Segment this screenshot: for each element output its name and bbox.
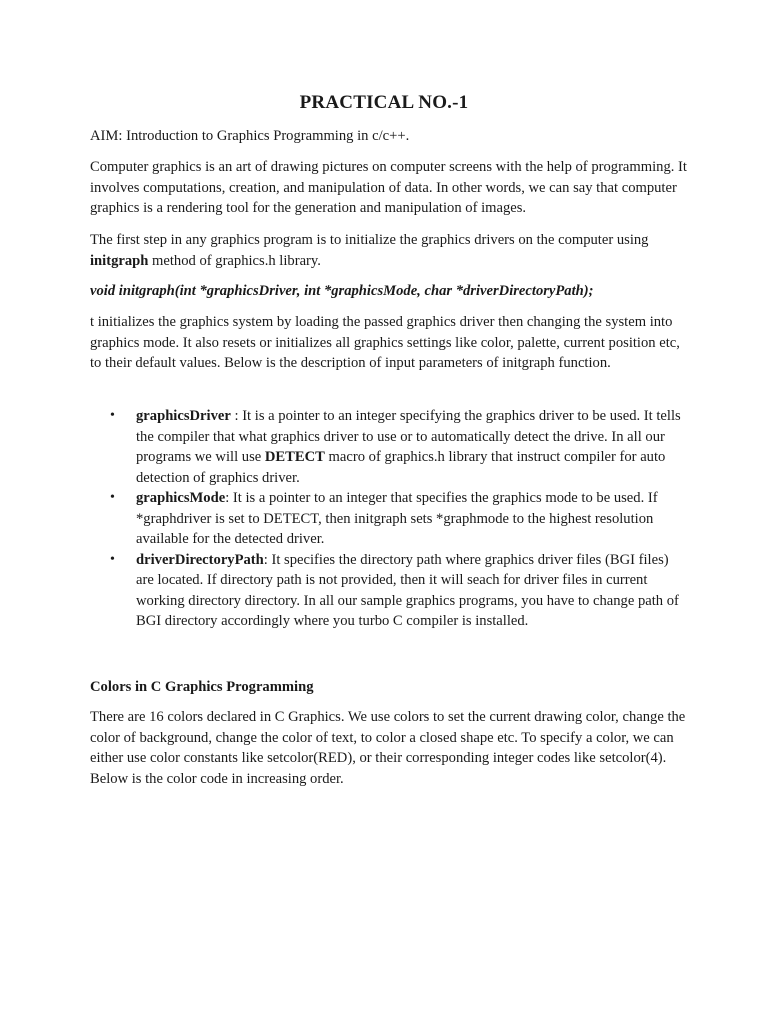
detect-keyword: DETECT — [264, 449, 325, 465]
bullet-icon: • — [110, 408, 115, 423]
bullet-icon: • — [110, 551, 115, 567]
parameter-list — [90, 406, 690, 632]
initgraph-signature: void initgraph(int *graphicsDriver, int *graphicsMode, char *driverDirectoryPath); — [90, 283, 594, 299]
aim-line: AIM: Introduction to Graphics Programming in c/c++. — [90, 128, 410, 144]
intro-paragraph: Computer graphics is an art of drawing pictures on computer screens with the help of programming. It involves computations, creation, and manipulation of data. In other words, we can say that computer graphics is a rendering tool for the generation and manipulation of images. — [90, 159, 687, 216]
param-name: driverDirectoryPath — [136, 551, 264, 568]
first-step-tail: method of graphics.h library. — [148, 252, 321, 269]
colors-paragraph: There are 16 colors declared in C Graphics. We use colors to set the current drawing color, change the color of background, change the color of text, to color a closed shape etc. To specify a color, we can either use color constants like setcolor(RED), or their corresponding integer codes like setcolor(4). Below is the color code in increasing order. — [90, 709, 686, 787]
param-text: : It specifies the directory path where graphics driver files (BGI files) are located. If directory path is not provided, then it will seach for driver files in current working directory directory. In all our sample graphics programs, you have to change path of BGI directory accordingly where you turbo C compiler is installed. — [136, 551, 679, 629]
param-name: graphicsDriver — [136, 408, 231, 424]
colors-heading: Colors in C Graphics Programming — [90, 679, 314, 695]
list-item — [90, 550, 690, 632]
list-item — [90, 488, 690, 550]
page-title: PRACTICAL NO.-1 — [299, 92, 469, 113]
param-text: : It is a pointer to an integer specifying the graphics driver to be used. It tells the compiler that what graphics driver to use or to automatically detect the drive. In all our programs we will use — [136, 408, 681, 465]
initgraph-keyword: initgraph — [90, 252, 149, 269]
param-text: : It is a pointer to an integer that specifies the graphics mode to be used. If *graphdriver is set to DETECT, then initgraph sets *graphmode to the highest resolution available for the detected driver. — [136, 490, 658, 547]
param-name: graphicsMode — [136, 490, 226, 506]
first-step-text: The first step in any graphics program is to initialize the graphics drivers on the computer using — [90, 232, 649, 248]
description-paragraph: t initializes the graphics system by loading the passed graphics driver then changing the system into graphics mode. It also resets or initializes all graphics settings like color, palette, current position etc, to their default values. Below is the description of input parameters of initgraph function. — [90, 314, 680, 371]
bullet-icon: • — [110, 490, 115, 505]
list-item — [90, 406, 690, 488]
first-step-paragraph — [90, 230, 690, 271]
param-text-tail: macro of graphics.h library that instruct compiler for auto detection of graphics driver. — [136, 449, 666, 486]
